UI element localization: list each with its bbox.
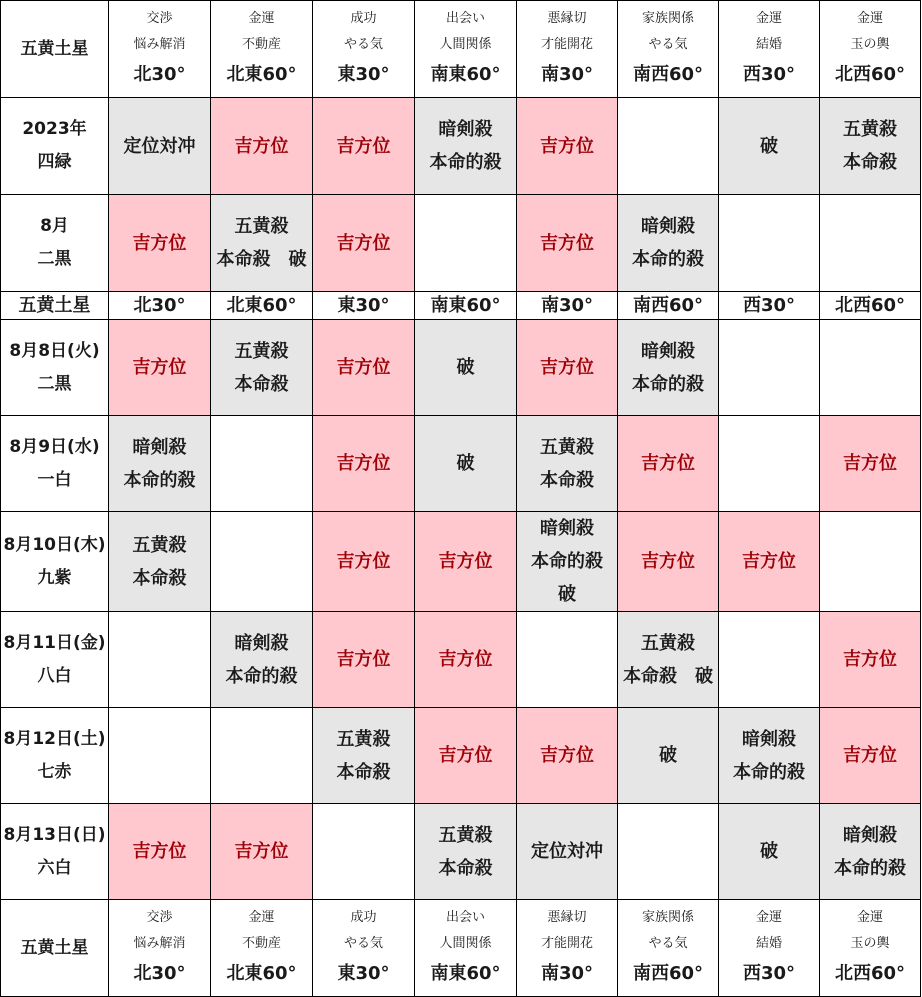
theme-line-1: 成功 (350, 11, 377, 26)
lucky-cell (415, 512, 517, 612)
direction-angle: 北30° (133, 64, 186, 85)
cell-text: 暗剣殺 (132, 436, 187, 458)
direction-header (109, 900, 211, 997)
empty-cell (415, 195, 517, 292)
cell-text: 定位対冲 (123, 135, 196, 157)
row-label-line: 七赤 (37, 761, 72, 782)
unlucky-cell (719, 804, 820, 900)
theme-line-1: 金運 (248, 910, 275, 925)
direction-angle: 北東60° (226, 64, 297, 85)
lucky-cell (313, 320, 415, 416)
direction-header (618, 1, 719, 98)
cell-text: 五黄殺 (234, 340, 289, 362)
theme-line-2: 玉の輿 (850, 936, 890, 951)
theme-line-2: 結婚 (755, 936, 782, 951)
lucky-cell (415, 612, 517, 708)
row-label-line: 2023年 (22, 119, 87, 139)
lucky-cell (820, 708, 921, 804)
schedule-row (1, 804, 921, 900)
schedule-row (1, 320, 921, 416)
cell-text: 破 (760, 135, 778, 157)
theme-line-2: 玉の輿 (850, 37, 890, 52)
theme-line-1: 出会い (445, 910, 485, 925)
lucky-cell (618, 416, 719, 512)
theme-line-2: やる気 (343, 37, 383, 52)
cell-text: 吉方位 (843, 745, 897, 766)
direction-angle: 南東60° (430, 963, 501, 984)
cell-text: 五黄殺 (438, 824, 493, 846)
cell-text: 吉方位 (438, 551, 493, 572)
empty-cell (211, 708, 313, 804)
theme-line-1: 金運 (755, 910, 782, 925)
cell-text: 吉方位 (540, 357, 594, 378)
cell-text: 本命的殺 (632, 249, 704, 270)
cell-text: 暗剣殺 (843, 824, 897, 846)
direction-header (719, 1, 820, 98)
unlucky-cell (618, 708, 719, 804)
cell-text: 吉方位 (336, 649, 391, 670)
theme-line-1: 悪縁切 (547, 11, 587, 26)
summary-direction: 南東60° (415, 292, 517, 320)
row-label-line: 八白 (37, 665, 72, 686)
row-label-line: 8月12日(土) (3, 728, 106, 749)
empty-cell (820, 512, 921, 612)
cell-text: 五黄殺 (132, 534, 187, 556)
cell-text: 破 (456, 357, 475, 378)
direction-header (719, 900, 820, 997)
lucky-cell (313, 98, 415, 195)
theme-line-2: 人間関係 (439, 37, 492, 52)
cell-text: 本命殺 破 (623, 665, 713, 687)
schedule-row (1, 512, 921, 612)
unlucky-cell (820, 98, 921, 195)
unlucky-cell (820, 804, 921, 900)
cell-text: 暗剣殺 (641, 340, 695, 362)
unlucky-cell (618, 612, 719, 708)
cell-text: 吉方位 (641, 551, 695, 572)
direction-header (313, 1, 415, 98)
direction-angle: 南西60° (632, 963, 704, 984)
direction-header (211, 900, 313, 997)
lucky-cell (820, 612, 921, 708)
empty-cell (820, 320, 921, 416)
cell-text: 吉方位 (336, 357, 391, 378)
unlucky-cell (211, 612, 313, 708)
row-label (1, 512, 109, 612)
direction-header (517, 1, 618, 98)
lucky-cell (109, 320, 211, 416)
header-row (1, 1, 921, 98)
cell-text: 吉方位 (336, 551, 391, 572)
cell-text: 吉方位 (132, 841, 187, 862)
theme-line-1: 交渉 (146, 910, 173, 925)
theme-line-1: 金運 (856, 11, 883, 26)
cell-text: 破 (456, 453, 475, 474)
cell-text: 五黄殺 (234, 216, 289, 237)
row-label-line: 8月 (40, 216, 69, 236)
cell-text: 破 (558, 584, 576, 605)
direction-header (211, 1, 313, 98)
direction-angle: 南西60° (632, 64, 704, 85)
cell-text: 暗剣殺 (641, 216, 695, 237)
row-label-line: 九紫 (37, 567, 72, 588)
row-label (1, 320, 109, 416)
row-label (1, 612, 109, 708)
unlucky-cell (313, 708, 415, 804)
cell-text: 本命殺 (540, 469, 594, 491)
cell-text: 吉方位 (132, 232, 187, 254)
row-label-line: 8月10日(木) (3, 534, 106, 555)
theme-line-1: 家族関係 (641, 910, 694, 925)
unlucky-cell (517, 804, 618, 900)
cell-text: 五黄殺 (843, 119, 897, 140)
unlucky-cell (719, 98, 820, 195)
direction-summary-row (1, 292, 921, 320)
cell-text: 吉方位 (540, 135, 594, 157)
empty-cell (820, 195, 921, 292)
direction-header (415, 900, 517, 997)
theme-line-2: やる気 (648, 37, 688, 52)
direction-angle: 南30° (540, 963, 594, 984)
empty-cell (109, 708, 211, 804)
cell-text: 本命的殺 (429, 152, 502, 173)
unlucky-cell (109, 416, 211, 512)
cell-text: 吉方位 (234, 135, 289, 157)
row-label (1, 708, 109, 804)
summary-direction: 南西60° (618, 292, 719, 320)
summary-direction: 北30° (109, 292, 211, 320)
lucky-cell (313, 416, 415, 512)
theme-line-2: 人間関係 (439, 936, 492, 951)
cell-text: 本命的殺 (123, 469, 196, 491)
cell-text: 暗剣殺 (742, 728, 796, 750)
cell-text: 吉方位 (438, 649, 493, 670)
row-label-line: 二黒 (37, 249, 72, 269)
direction-header (820, 1, 921, 98)
theme-line-2: やる気 (343, 936, 383, 951)
direction-angle: 北西60° (834, 64, 906, 85)
theme-line-1: 家族関係 (641, 11, 694, 26)
lucky-cell (618, 512, 719, 612)
theme-line-2: 結婚 (755, 37, 782, 52)
direction-angle: 北東60° (226, 963, 297, 984)
unlucky-cell (618, 195, 719, 292)
cell-text: 本命的殺 (834, 857, 906, 879)
cell-text: 吉方位 (641, 453, 695, 474)
row-label-line: 8月11日(金) (3, 632, 106, 653)
direction-header (313, 900, 415, 997)
lucky-cell (517, 708, 618, 804)
cell-text: 暗剣殺 (438, 119, 493, 140)
empty-cell (719, 195, 820, 292)
schedule-row (1, 416, 921, 512)
summary-direction: 西30° (719, 292, 820, 320)
cell-text: 吉方位 (540, 745, 594, 766)
cell-text: 本命殺 (132, 567, 187, 589)
cell-text: 吉方位 (438, 745, 493, 766)
row-label-line: 二黒 (37, 373, 72, 394)
direction-header (415, 1, 517, 98)
row-label-line: 六白 (37, 857, 72, 878)
unlucky-cell (211, 195, 313, 292)
lucky-cell (109, 804, 211, 900)
row-label-line: 四緑 (37, 152, 72, 172)
direction-header (820, 900, 921, 997)
empty-cell (719, 320, 820, 416)
theme-line-1: 成功 (350, 910, 377, 925)
cell-text: 本命殺 (843, 152, 897, 173)
cell-text: 吉方位 (742, 551, 796, 572)
lucky-cell (313, 195, 415, 292)
theme-line-2: 才能開花 (540, 37, 593, 52)
empty-cell (313, 804, 415, 900)
unlucky-cell (109, 512, 211, 612)
direction-header (109, 1, 211, 98)
cell-text: 吉方位 (234, 841, 289, 862)
cell-text: 吉方位 (843, 453, 897, 474)
empty-cell (719, 416, 820, 512)
cell-text: 本命的殺 (531, 551, 603, 572)
empty-cell (719, 612, 820, 708)
lucky-cell (517, 195, 618, 292)
row-label (1, 98, 109, 195)
lucky-cell (313, 512, 415, 612)
lucky-cell (109, 195, 211, 292)
schedule-row (1, 195, 921, 292)
unlucky-cell (618, 320, 719, 416)
cell-text: 本命殺 (234, 373, 289, 395)
empty-cell (517, 612, 618, 708)
direction-angle: 北30° (133, 963, 186, 984)
lucky-cell (820, 416, 921, 512)
cell-text: 吉方位 (336, 135, 391, 157)
cell-text: 本命殺 (438, 857, 493, 879)
theme-line-1: 金運 (856, 910, 883, 925)
direction-angle: 南30° (540, 64, 594, 85)
lucky-cell (517, 98, 618, 195)
direction-angle: 東30° (337, 963, 390, 984)
direction-angle: 北西60° (834, 963, 906, 984)
unlucky-cell (109, 98, 211, 195)
summary-direction: 南30° (517, 292, 618, 320)
row-label (1, 195, 109, 292)
unlucky-cell (415, 320, 517, 416)
lucky-cell (719, 512, 820, 612)
header-row (1, 900, 921, 997)
row-label (1, 804, 109, 900)
cell-text: 破 (659, 745, 677, 766)
theme-line-1: 交渉 (146, 11, 173, 26)
cell-text: 五黄殺 (336, 728, 391, 750)
lucky-cell (211, 98, 313, 195)
cell-text: 暗剣殺 (234, 632, 289, 654)
theme-line-1: 金運 (755, 11, 782, 26)
theme-line-2: 才能開花 (540, 936, 593, 951)
theme-line-2: 不動産 (241, 936, 281, 951)
cell-text: 吉方位 (132, 357, 187, 378)
cell-text: 五黄殺 (641, 632, 695, 654)
cell-text: 定位対冲 (531, 841, 603, 862)
direction-angle: 南東60° (430, 64, 501, 85)
lucky-cell (313, 612, 415, 708)
summary-direction: 東30° (313, 292, 415, 320)
row-label (1, 416, 109, 512)
empty-cell (109, 612, 211, 708)
schedule-row (1, 708, 921, 804)
direction-header (618, 900, 719, 997)
row-label-line: 一白 (37, 469, 72, 490)
schedule-row (1, 98, 921, 195)
unlucky-cell (415, 416, 517, 512)
summary-direction: 北東60° (211, 292, 313, 320)
unlucky-cell (719, 708, 820, 804)
row-label-line: 8月13日(日) (3, 824, 106, 845)
cell-text: 本命的殺 (632, 373, 704, 395)
empty-cell (211, 512, 313, 612)
header-label: 五黄土星 (1, 900, 109, 997)
theme-line-1: 悪縁切 (547, 910, 587, 925)
row-label-line: 8月8日(火) (9, 340, 100, 361)
header-label: 五黄土星 (1, 1, 109, 98)
theme-line-1: 出会い (445, 11, 485, 26)
summary-direction: 北西60° (820, 292, 921, 320)
lucky-cell (517, 320, 618, 416)
schedule-row (1, 612, 921, 708)
unlucky-cell (517, 416, 618, 512)
theme-line-2: やる気 (648, 936, 688, 951)
summary-label: 五黄土星 (1, 292, 109, 320)
row-label-line: 8月9日(水) (9, 436, 100, 457)
lucky-cell (415, 708, 517, 804)
cell-text: 本命殺 (336, 761, 391, 783)
direction-angle: 東30° (337, 64, 390, 85)
theme-line-2: 悩み解消 (133, 936, 186, 951)
unlucky-cell (517, 512, 618, 612)
empty-cell (211, 416, 313, 512)
direction-header (517, 900, 618, 997)
direction-angle: 西30° (742, 963, 796, 984)
theme-line-2: 不動産 (241, 37, 281, 52)
direction-angle: 西30° (742, 64, 796, 85)
unlucky-cell (415, 98, 517, 195)
cell-text: 吉方位 (336, 232, 391, 254)
empty-cell (618, 98, 719, 195)
cell-text: 吉方位 (843, 649, 897, 670)
lucky-cell (211, 804, 313, 900)
cell-text: 本命殺 破 (216, 249, 307, 270)
cell-text: 吉方位 (336, 453, 391, 474)
cell-text: 五黄殺 (540, 436, 594, 458)
cell-text: 本命的殺 (225, 665, 298, 687)
unlucky-cell (211, 320, 313, 416)
unlucky-cell (415, 804, 517, 900)
cell-text: 暗剣殺 (540, 518, 594, 539)
cell-text: 吉方位 (540, 232, 594, 254)
cell-text: 本命的殺 (733, 761, 805, 783)
cell-text: 破 (760, 841, 778, 862)
theme-line-2: 悩み解消 (133, 37, 186, 52)
theme-line-1: 金運 (248, 11, 275, 26)
empty-cell (618, 804, 719, 900)
